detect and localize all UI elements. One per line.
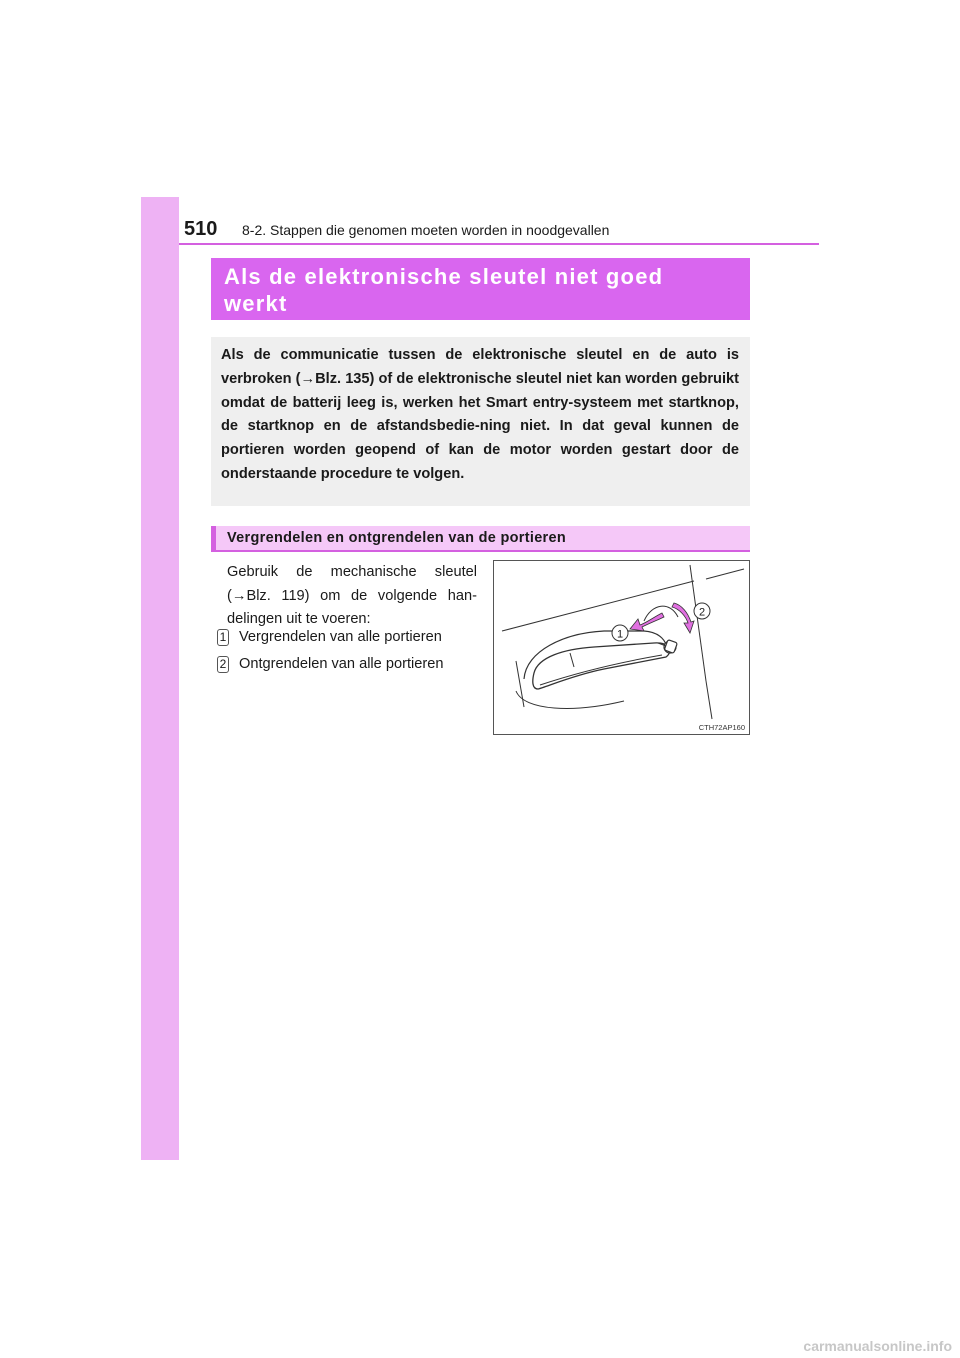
step-text: Ontgrendelen van alle portieren	[239, 656, 444, 673]
body-text: Gebruik de mechanische sleutel (→Blz. 119) om de volgende han-delingen uit te voeren:	[227, 564, 477, 627]
callout-1-label: 1	[616, 628, 624, 641]
step-number: 1	[217, 629, 229, 646]
figure-code: CTH72AP160	[698, 723, 745, 732]
intro-box	[211, 337, 750, 506]
step-item-1	[217, 627, 442, 647]
running-header: 8-2. Stappen die genomen moeten worden in noodgevallen	[242, 222, 610, 238]
subsection-header	[211, 526, 750, 550]
section-title: Als de elektronische sleutel niet goed werkt	[224, 264, 664, 316]
subsection-underline	[211, 550, 750, 552]
section-title-box	[211, 258, 750, 320]
door-handle	[533, 643, 670, 689]
step-text: Vergrendelen van alle portieren	[239, 629, 442, 646]
intro-text: Als de communicatie tussen de elektronische sleutel en de auto is verbroken (→Blz. 135) of de elektronische sleutel niet kan worden gebruikt omdat de batterij leeg is, werken het Smart entry-systeem met startknop, de startknop en de afstandsbedie-ning niet. In dat geval kunnen de portieren worden geopend of kan de motor worden gestart door de onderstaande procedure te volgen.	[221, 347, 739, 482]
header-rule	[179, 243, 819, 245]
footer-watermark: carmanualsonline.info	[803, 1338, 952, 1354]
subsection-accent	[211, 526, 216, 552]
step-number: 2	[217, 656, 229, 673]
subsection-title: Vergrendelen en ontgrendelen van de portieren	[227, 530, 567, 546]
door-handle-figure	[493, 560, 750, 735]
callout-2-label: 2	[698, 606, 706, 619]
door-handle-key-illustration	[494, 561, 751, 736]
unlock-arrow	[672, 603, 694, 633]
step-item-2	[217, 654, 443, 674]
page-number: 510	[184, 218, 218, 240]
side-tab-band	[141, 197, 179, 1160]
